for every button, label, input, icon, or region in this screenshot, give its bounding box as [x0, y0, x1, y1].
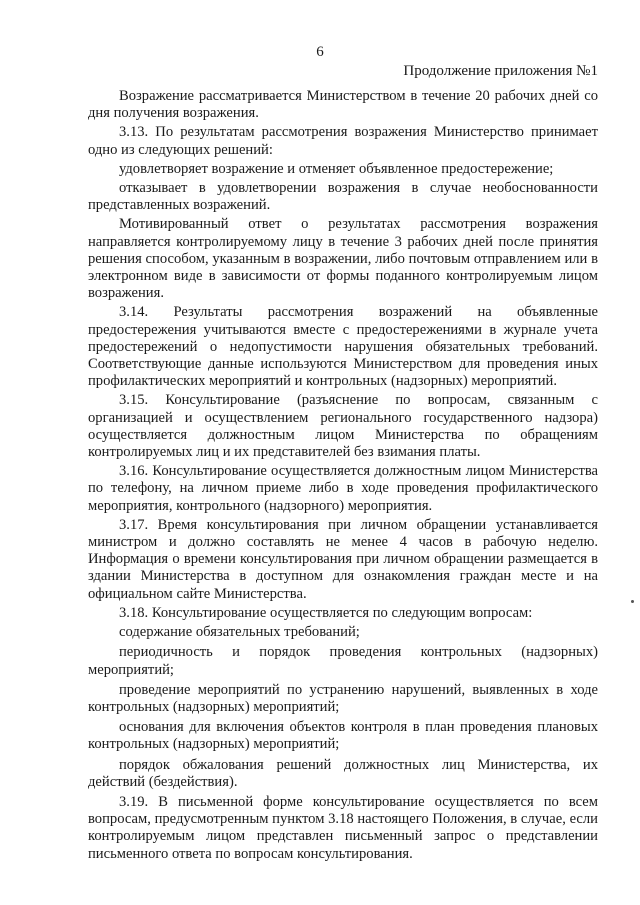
- paragraph-3-19: 3.19. В письменной форме консультирование осуществляется по всем вопросам, предусмотренным пунктом 3.18 настоящего Положения, в случае, если контролируемым лицом представлен письменный запрос о представлении письменного ответа по вопросам консультирования.: [88, 793, 598, 862]
- scan-edge-mark: [631, 600, 634, 603]
- paragraph-3-14: 3.14. Результаты рассмотрения возражений на объявленные предостережения учитываются вместе с предостережениями в журнале учета предостережений о недопустимости нарушения обязательных требований. Соответствующие данные используются Министерством для проведения иных профилактических мероприятий и контрольных (надзорных) мероприятий.: [88, 304, 598, 390]
- paragraph-3-16: 3.16. Консультирование осуществляется должностным лицом Министерства по телефону, на личном приеме либо в ходе проведения профилактического мероприятия, контрольного (надзорного) мероприятия.: [88, 463, 598, 514]
- list-item-remediation: проведение мероприятий по устранению нарушений, выявленных в ходе контрольных (надзорных) мероприятий;: [88, 681, 598, 715]
- list-item-periodicity: периодичность и порядок проведения контрольных (надзорных) мероприятий;: [88, 644, 598, 678]
- page-number: 6: [316, 44, 324, 60]
- paragraph-motivated-answer: Мотивированный ответ о результатах рассмотрения возражения направляется контролируемому лицу в течение 3 рабочих дней после принятия решения способом, указанным в возражении, либо почтовым отправлением или в электронном виде в зависимости от формы поданного контролируемым лицом возражения.: [88, 216, 598, 302]
- paragraph-3-13: 3.13. По результатам рассмотрения возражения Министерство принимает одно из следующих решений:: [88, 124, 598, 158]
- paragraph-3-17: 3.17. Время консультирования при личном обращении устанавливается министром и должно составлять не менее 4 часов в рабочую неделю. Информация о времени консультирования при личном обращении размещается в здании Министерства в доступном для ознакомления граждан месте и на официальном сайте Министерства.: [88, 516, 598, 602]
- paragraph-decision-satisfy: удовлетворяет возражение и отменяет объявленное предостережение;: [119, 160, 554, 177]
- paragraph-decision-refuse: отказывает в удовлетворении возражения в случае необоснованности представленных возражений.: [88, 180, 598, 214]
- document-body: [88, 88, 598, 865]
- appendix-continuation-note: Продолжение приложения №1: [403, 63, 598, 79]
- list-item-plan-inclusion: основания для включения объектов контроля в план проведения плановых контрольных (надзорных) мероприятий;: [88, 719, 598, 753]
- paragraph-3-18: 3.18. Консультирование осуществляется по следующим вопросам:: [119, 604, 533, 621]
- list-item-requirements: содержание обязательных требований;: [119, 624, 360, 641]
- paragraph-objection-review-period: Возражение рассматривается Министерством в течение 20 рабочих дней со дня получения возражения.: [88, 88, 598, 122]
- list-item-appeal-procedure: порядок обжалования решений должностных лиц Министерства, их действий (бездействия).: [88, 756, 598, 790]
- paragraph-3-15: 3.15. Консультирование (разъяснение по вопросам, связанным с организацией и осуществлением регионального государственного надзора) осуществляется должностным лицом Министерства по обращениям контролируемых лиц и их представителей без взимания платы.: [88, 392, 598, 461]
